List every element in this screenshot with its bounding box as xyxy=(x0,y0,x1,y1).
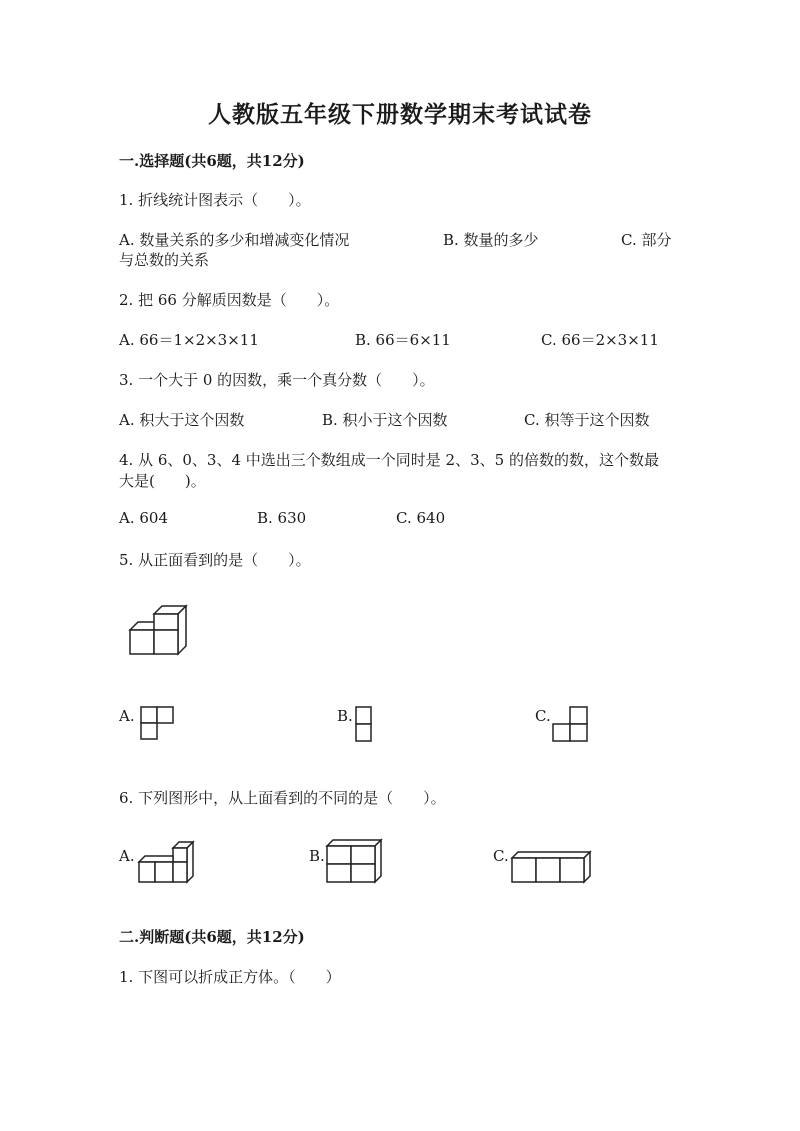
question-3-stem: 3. 一个大于 0 的因数，乘一个真分数（ ）。 xyxy=(119,371,435,389)
question-6-option-c-figure[interactable] xyxy=(510,850,592,884)
question-5-option-b[interactable]: B. xyxy=(337,707,353,725)
page-title: 人教版五年级下册数学期末考试试卷 xyxy=(208,101,592,128)
question-6-option-b-figure[interactable] xyxy=(325,838,383,884)
question-5-cube-stack-figure xyxy=(125,600,195,660)
question-6-stem: 6. 下列图形中，从上面看到的不同的是（ ）。 xyxy=(119,789,446,807)
question-2-stem: 2. 把 66 分解质因数是（ ）。 xyxy=(119,291,340,309)
question-5-option-a-view[interactable] xyxy=(140,706,176,742)
question-4-option-a[interactable]: A. 604 xyxy=(119,509,168,527)
question-1-option-b[interactable]: B. 数量的多少 xyxy=(443,231,539,249)
question-1-option-c[interactable]: C. 部分 xyxy=(621,231,672,249)
question-5-option-a[interactable]: A. xyxy=(119,707,135,725)
question-3-option-a[interactable]: A. 积大于这个因数 xyxy=(119,411,245,429)
question-3-option-c[interactable]: C. 积等于这个因数 xyxy=(524,411,650,429)
question-3-option-b[interactable]: B. 积小于这个因数 xyxy=(322,411,448,429)
question-1-option-a[interactable]: A. 数量关系的多少和增减变化情况 xyxy=(119,231,350,249)
question-5-stem: 5. 从正面看到的是（ ）。 xyxy=(119,551,311,569)
question-2-option-b[interactable]: B. 66＝6×11 xyxy=(355,331,451,349)
question-2-option-c[interactable]: C. 66＝2×3×11 xyxy=(541,331,659,349)
question-4-stem: 4. 从 6、0、3、4 中选出三个数组成一个同时是 2、3、5 的倍数的数，这个数最 xyxy=(119,451,659,469)
question-6-option-b[interactable]: B. xyxy=(309,847,325,865)
judgement-1-stem: 1. 下图可以折成正方体。（ ） xyxy=(119,968,341,986)
question-5-option-c[interactable]: C. xyxy=(535,707,551,725)
question-1-option-c-wrap: 与总数的关系 xyxy=(119,251,210,269)
question-6-option-a[interactable]: A. xyxy=(119,847,135,865)
section-heading-choice: 一.选择题(共6题，共12分) xyxy=(119,152,305,170)
question-5-option-b-view[interactable] xyxy=(355,706,375,742)
question-6-option-c[interactable]: C. xyxy=(493,847,509,865)
question-4-stem-wrap: 大是( )。 xyxy=(119,472,206,490)
question-4-option-b[interactable]: B. 630 xyxy=(257,509,307,527)
question-4-option-c[interactable]: C. 640 xyxy=(396,509,446,527)
question-5-option-c-view[interactable] xyxy=(552,706,590,744)
question-2-option-a[interactable]: A. 66＝1×2×3×11 xyxy=(119,331,259,349)
question-6-option-a-figure[interactable] xyxy=(137,840,197,885)
section-heading-judgement: 二.判断题(共6题，共12分) xyxy=(119,928,305,946)
question-1-stem: 1. 折线统计图表示（ ）。 xyxy=(119,191,311,209)
